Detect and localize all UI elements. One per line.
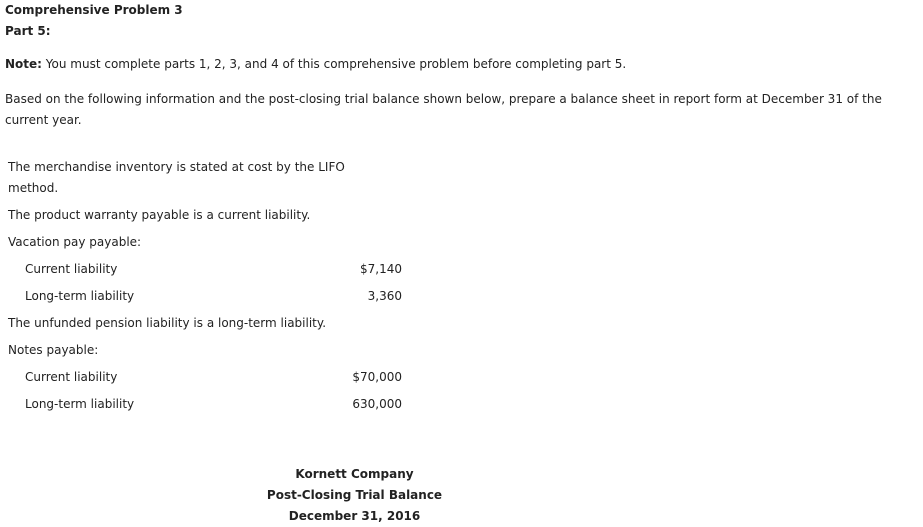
vacation-heading: Vacation pay payable:	[8, 235, 142, 249]
vacation-current-label: Current liability	[25, 262, 118, 276]
vacation-longterm-amount: 3,360	[367, 289, 402, 303]
problem-title: Comprehensive Problem 3	[5, 3, 183, 17]
inventory-line-2: method.	[8, 181, 59, 195]
inventory-line-1: The merchandise inventory is stated at cost by the LIFO	[8, 160, 345, 174]
note-text: You must complete parts 1, 2, 3, and 4 of this comprehensive problem before completing part 5.	[41, 57, 627, 71]
vacation-current-amount: $7,140	[360, 262, 402, 276]
notes-longterm-label: Long-term liability	[25, 397, 135, 411]
notes-current-amount: $70,000	[352, 370, 402, 384]
notes-longterm-amount: 630,000	[352, 397, 402, 411]
warranty-text: The product warranty payable is a current liability.	[8, 208, 311, 222]
note-paragraph	[5, 57, 626, 71]
notes-heading: Notes payable:	[8, 343, 99, 357]
note-label: Note:	[5, 57, 42, 71]
company-name: Kornett Company	[295, 467, 414, 481]
intro-paragraph: Based on the following information and the post-closing trial balance shown below, prepare a balance sheet in report form at December 31 of the current year.	[5, 92, 882, 127]
statement-title: Post-Closing Trial Balance	[266, 488, 443, 502]
notes-current-label: Current liability	[25, 370, 118, 384]
vacation-longterm-label: Long-term liability	[25, 289, 135, 303]
pension-text: The unfunded pension liability is a long-term liability.	[8, 316, 327, 330]
statement-date: December 31, 2016	[288, 509, 421, 523]
part-label: Part 5:	[5, 24, 51, 38]
